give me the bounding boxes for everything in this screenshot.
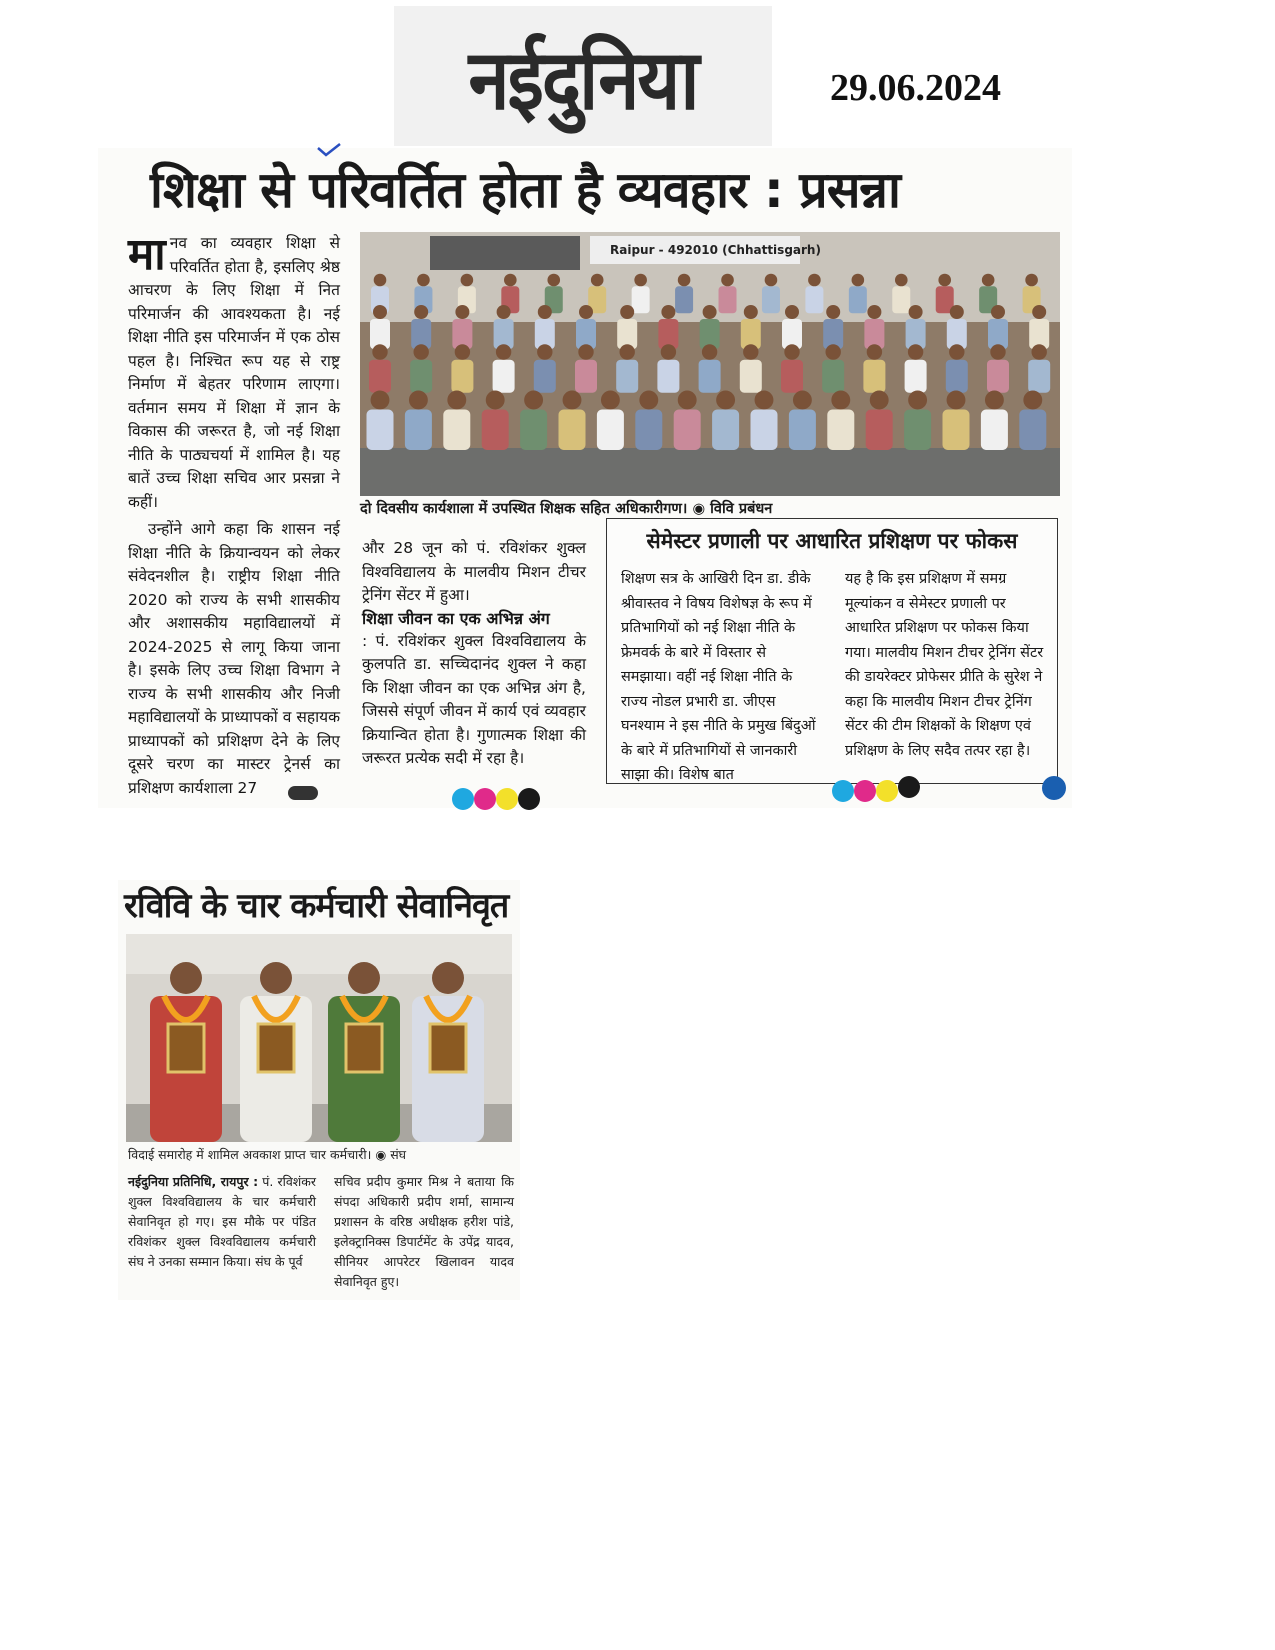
sidebar-box-column-1: शिक्षण सत्र के आखिरी दिन डा. डीके श्रीवास्तव ने विषय विशेषज्ञ के रूप में प्रतिभागियों को नई शिक्षा नीति के फ्रेमवर्क के बारे में विस्तार से समझाया। वहीं नई शिक्षा नीति के राज्य नोडल प्रभारी डा. जीएस घनश्याम ने इस नीति के प्रमुख बिंदुओं के बारे में प्रतिभागियों से जानकारी साझा की। विशेष बात — [621, 571, 816, 783]
article1-dropcap: मा — [128, 229, 166, 280]
article2-retirees-photo — [126, 934, 512, 1142]
tick-mark-icon — [316, 142, 342, 158]
photo-banner-text: Raipur - 492010 (Chhattisgarh) — [610, 243, 821, 257]
article2-column-1 — [128, 1172, 316, 1272]
registration-dot-black-2 — [518, 788, 540, 810]
article1-col1-paragraph2: उन्होंने आगे कहा कि शासन नई शिक्षा नीति के क्रियान्वयन को लेकर संवेदनशील है। राष्ट्रीय शिक्षा नीति 2020 को राज्य के सभी शासकीय और अशासकीय महाविद्यालयों में 2024-2025 से लागू किया जाना है। इसके लिए उच्च शिक्षा विभाग ने राज्य के सभी शासकीय और निजी महाविद्यालयों के प्राध्यापकों व सहायक प्राध्यापकों को प्रशिक्षण देने के लिए दूसरे चरण का मास्टर ट्रेनर्स का प्रशिक्षण कार्यशाला 27 — [128, 520, 340, 797]
registration-dot-cyan-2 — [832, 780, 854, 802]
article1-column-1 — [128, 229, 340, 800]
clipping-date: 29.06.2024 — [830, 67, 1001, 109]
newspaper-masthead — [394, 6, 772, 146]
article1-col1-paragraph1: नव का व्यवहार शिक्षा से परिवर्तित होता है, इसलिए श्रेष्ठ आचरण के लिए शिक्षा में नित परिमार्जन की आवश्यकता है। नई शिक्षा नीति इस परिमार्जन में एक ठोस पहल है। निश्चित रूप यह से राष्ट्र निर्माण में बेहतर परिणाम लाएगा। वर्तमान समय में शिक्षा में ज्ञान के विकास की जरूरत है, जो नई शिक्षा नीति के पाठ्यचर्या में शामिल है। यह बातें उच्च शिक्षा सचिव आर प्रसन्ना ने कहीं। — [128, 234, 340, 511]
article2-col1-body: पं. रविशंकर शुक्ल विश्वविद्यालय के चार कर्मचारी सेवानिवृत हो गए। इस मौके पर पंडित रविशंकर शुक्ल विश्वविद्यालय कर्मचारी संघ ने उनका सम्मान किया। संघ के पूर्व — [128, 1174, 316, 1269]
sidebar-box-column-2: यह है कि इस प्रशिक्षण में समग्र मूल्यांकन व सेमेस्टर प्रणाली पर आधारित प्रशिक्षण पर फोकस किया गया। मालवीय मिशन टीचर ट्रेनिंग सेंटर की डायरेक्टर प्रोफेसर प्रीति के सुरेश ने कहा कि मालवीय मिशन टीचर ट्रेनिंग सेंटर की टीम शिक्षकों के शिक्षण एवं प्रशिक्षण के लिए सदैव तत्पर रहा है। — [845, 571, 1044, 759]
article1-photo-caption: दो दिवसीय कार्यशाला में उपस्थित शिक्षक सहित अधिकारीगण। ◉ विवि प्रबंधन — [360, 501, 773, 517]
article1-sidebar-box — [606, 518, 1058, 784]
article1-column-2 — [362, 537, 586, 771]
article2-column-2: सचिव प्रदीप कुमार मिश्र ने बताया कि संपदा अधिकारी प्रदीप शर्मा, सामान्य प्रशासन के वरिष्ठ अधीक्षक हरीश पांडे, इलेक्ट्रानिक्स डिपार्टमेंट के उपेंद्र यादव, सीनियर आपरेटर खिलावन यादव सेवानिवृत हुए। — [334, 1174, 514, 1289]
article1-col2-paragraph2: : पं. रविशंकर शुक्ल विश्वविद्यालय के कुलपति डा. सच्चिदानंद शुक्ल ने कहा कि शिक्षा जीवन का एक अभिन्न अंग है, जिससे संपूर्ण जीवन में कार्य एवं व्यवहार क्रियान्वित होता है। गुणात्मक शिक्षा की जरूरत प्रत्येक सदी में रहा है। — [362, 631, 586, 767]
sidebar-box-title: सेमेस्टर प्रणाली पर आधारित प्रशिक्षण पर फोकस — [646, 529, 1018, 553]
article2-photo-caption: विदाई समारोह में शामिल अवकाश प्राप्त चार कर्मचारी। ◉ संघ — [128, 1147, 407, 1162]
article1-col2-paragraph1: और 28 जून को पं. रविशंकर शुक्ल विश्वविद्यालय के मालवीय मिशन टीचर ट्रेनिंग सेंटर में हुआ। — [362, 539, 586, 604]
registration-dot-blue — [1042, 776, 1066, 800]
registration-dot-cyan — [452, 788, 474, 810]
article2-headline: रविवि के चार कर्मचारी सेवानिवृत — [124, 886, 509, 926]
registration-dot-magenta — [474, 788, 496, 810]
article1-group-photo — [360, 232, 1060, 496]
article1-headline: शिक्षा से परिवर्तित होता है व्यवहार : प्रसन्ना — [150, 161, 900, 219]
registration-dot-yellow-2 — [876, 780, 898, 802]
article2-dateline: नईदुनिया प्रतिनिधि, रायपुर : — [128, 1174, 259, 1189]
registration-dot-black — [288, 786, 318, 800]
masthead-title: नईदुनिया — [468, 31, 698, 129]
registration-dot-yellow — [496, 788, 518, 810]
registration-dot-black-3 — [898, 776, 920, 798]
article1-subheading: शिक्षा जीवन का एक अभिन्न अंग — [362, 608, 550, 628]
registration-dot-magenta-2 — [854, 780, 876, 802]
